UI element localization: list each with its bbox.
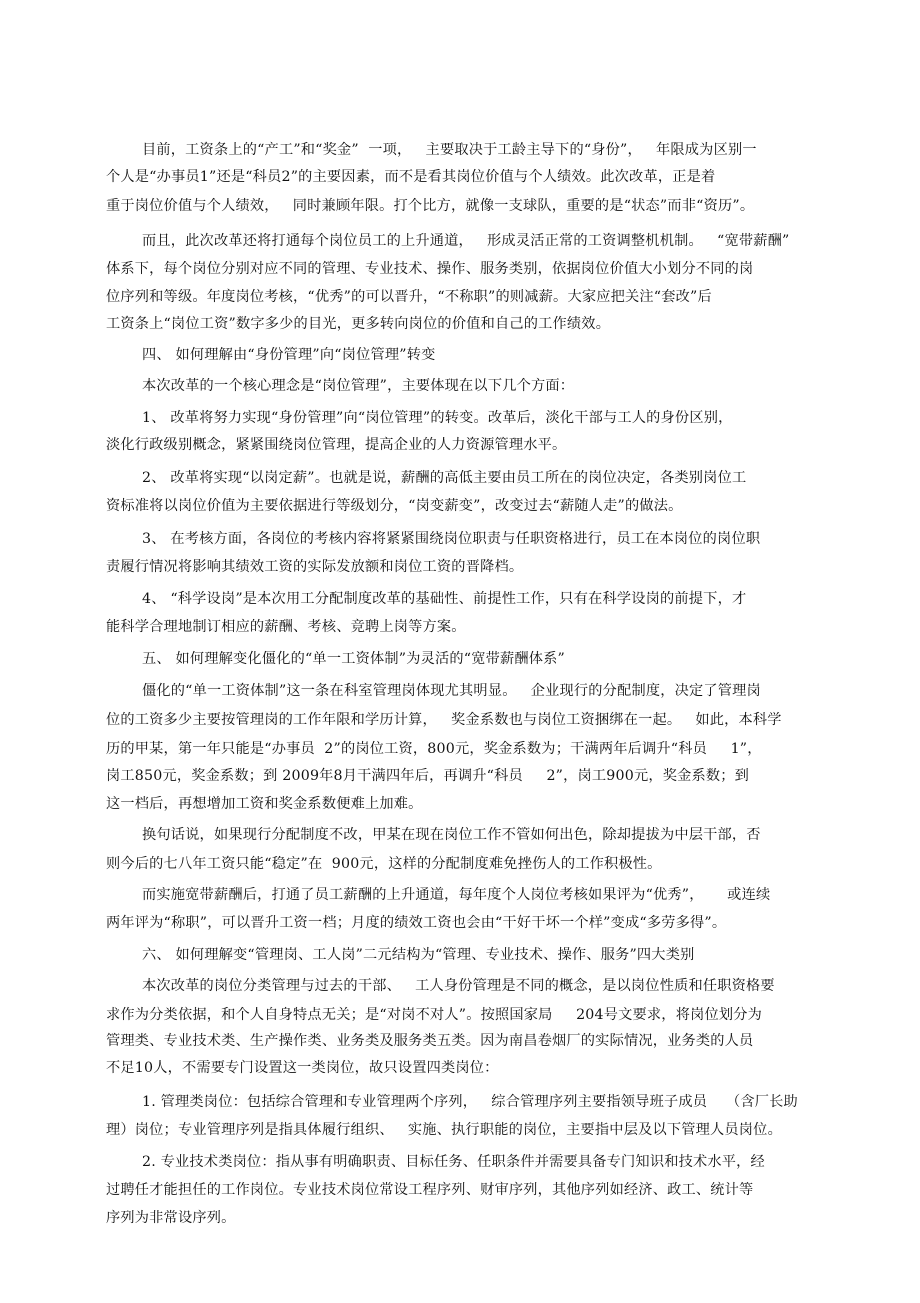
text-line: 而实施宽带薪酬后，打通了员工薪酬的上升通道，每年度个人岗位考核如果评为“优秀”， 或连续: [142, 887, 771, 903]
text-line: 不足10人，不需要专门设置这一类岗位，故只设置四类岗位：: [106, 1060, 499, 1076]
text-line: 工资条上“岗位工资”数字多少的目光，更多转向岗位的价值和自己的工作绩效。: [106, 316, 611, 332]
text-line: 而且，此次改革还将打通每个岗位员工的上升通道， 形成灵活正常的工资调整机机制。 “宽带薪酬”: [142, 233, 790, 249]
text-line: 1. 管理类岗位：包括综合管理和专业管理两个序列， 综合管理序列主要指领导班子成员 （含厂长助: [142, 1094, 798, 1110]
section-heading: 四、 如何理解由“身份管理”向“岗位管理”转变: [142, 347, 436, 363]
text-line: 位序列和等级。年度岗位考核，“优秀”的可以晋升，“不称职”的则减薪。大家应把关注“套改”后: [106, 289, 712, 305]
text-line: 资标准将以岗位价值为主要依据进行等级划分，“岗变薪变”，改变过去“薪随人走”的做法。: [106, 498, 683, 514]
text-line: 过聘任才能担任的工作岗位。专业技术岗位常设工程序列、财审序列，其他序列如经济、政工、统计等: [106, 1182, 754, 1198]
text-line: 2. 专业技术类岗位：指从事有明确职责、目标任务、任职条件并需要具备专门知识和技术水平，经: [142, 1154, 765, 1170]
text-line: 淡化行政级别概念，紧紧围绕岗位管理，提高企业的人力资源管理水平。: [106, 437, 567, 453]
text-line: 责履行情况将影响其绩效工资的实际发放额和岗位工资的晋降档。: [106, 559, 524, 575]
text-line: 两年评为“称职”，可以晋升工资一档；月度的绩效工资也会由“干好干坏一个样”变成“多劳多得”。: [106, 915, 727, 931]
text-line: 本次改革的一个核心理念是“岗位管理”，主要体现在以下几个方面：: [142, 378, 575, 394]
text-line: 求作为分类依据，和个人自身特点无关；是“对岗不对人”。按照国家局 204号文要求，将岗位划分为: [106, 1007, 763, 1023]
text-line: 4、 “科学设岗”是本次用工分配制度改革的基础性、前提性工作，只有在科学设岗的前提下，才: [142, 591, 747, 607]
text-line: 僵化的“单一工资体制”这一条在科室管理岗体现尤其明显。 企业现行的分配制度，决定了管理岗: [142, 683, 761, 699]
text-line: 位的工资多少主要按管理岗的工作年限和学历计算， 奖金系数也与岗位工资捆绑在一起。 如此，本科学: [106, 712, 782, 728]
text-line: 这一档后，再想增加工资和奖金系数便难上加难。: [106, 796, 423, 812]
text-line: 理）岗位；专业管理序列是指具体履行组织、 实施、执行职能的岗位，主要指中层及以下管理人员岗位。: [106, 1122, 782, 1138]
text-line: 序列为非常设序列。: [106, 1210, 236, 1226]
section-heading: 六、 如何理解变“管理岗、工人岗”二元结构为“管理、专业技术、操作、服务”四大类别: [142, 947, 695, 963]
text-line: 2、 改革将实现“以岗定薪”。也就是说，薪酬的高低主要由员工所在的岗位决定，各类别岗位工: [142, 470, 747, 486]
text-line: 1、 改革将努力实现“身份管理”向“岗位管理”的转变。改革后，淡化干部与工人的身份区别，: [142, 410, 733, 426]
text-line: 本次改革的岗位分类管理与过去的干部、 工人身份管理是不同的概念，是以岗位性质和任职资格要: [142, 978, 775, 994]
text-line: 岗工850元，奖金系数；到 2009年8月干满四年后，再调升“科员 2”，岗工900元，奖金系数；到: [106, 768, 750, 784]
text-line: 重于岗位价值与个人绩效， 同时兼顾年限。打个比方，就像一支球队，重要的是“状态”而非“资历”。: [106, 198, 755, 214]
text-line: 换句话说，如果现行分配制度不改，甲某在现在岗位工作不管如何出色，除却提拔为中层干部，否: [142, 827, 761, 843]
text-line: 则今后的七八年工资只能“稳定”在 900元，这样的分配制度难免挫伤人的工作积极性。: [106, 856, 662, 872]
section-heading: 五、 如何理解变化僵化的“单一工资体制”为灵活的“宽带薪酬体系”: [142, 651, 565, 667]
text-line: 体系下，每个岗位分别对应不同的管理、专业技术、操作、服务类别，依据岗位价值大小划分不同的岗: [106, 261, 754, 277]
text-line: 能科学合理地制订相应的薪酬、考核、竞聘上岗等方案。: [106, 619, 466, 635]
text-line: 3、 在考核方面，各岗位的考核内容将紧紧围绕岗位职责与任职资格进行，员工在本岗位的岗位职: [142, 531, 761, 547]
text-line: 个人是“办事员1”还是“科员2”的主要因素，而不是看其岗位价值与个人绩效。此次改革，正是着: [106, 169, 716, 185]
text-line: 历的甲某，第一年只能是“办事员 2”的岗位工资，800元，奖金系数为；干满两年后调升“科员 1”，: [106, 741, 762, 757]
text-line: 管理类、专业技术类、生产操作类、业务类及服务类五类。因为南昌卷烟厂的实际情况，业务类的人员: [106, 1033, 754, 1049]
text-line: 目前，工资条上的“产工”和“奖金” 一项， 主要取决于工龄主导下的“身份”， 年限成为区别一: [142, 142, 757, 158]
